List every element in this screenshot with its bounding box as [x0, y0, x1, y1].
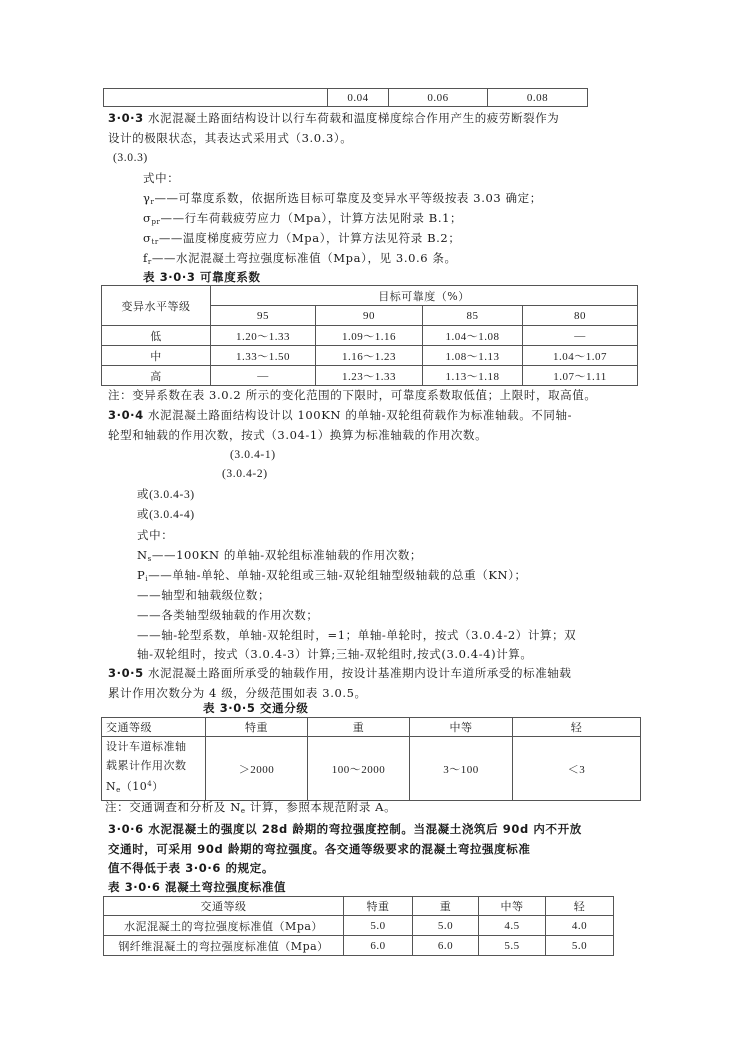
level-cell: 中 — [102, 346, 211, 366]
value-cell: 3～100 — [410, 737, 513, 801]
table-303-reliability — [101, 285, 638, 386]
symbol-subscript: s — [147, 555, 152, 563]
value-cell: 5.0 — [344, 916, 413, 936]
formula-label: (3.0.4-1) — [230, 449, 276, 461]
section-305-line2: 累计作用次数分为 4 级，分级范围如表 3.0.5。 — [108, 686, 367, 700]
level-cell: 高 — [102, 366, 211, 386]
symbol-subscript: r — [150, 198, 155, 206]
definition-axle-counts: ——各类轴型级轴载的作用次数； — [137, 608, 319, 622]
table-305-note — [105, 799, 396, 819]
value-cell: 1.04～1.07 — [523, 346, 638, 366]
row-label-line — [106, 775, 205, 800]
paragraph-text: 水泥混凝土路面所承受的轴载作用，按设计基准期内设计车道所承受的标准轴载 — [143, 666, 572, 680]
definition-text: ——可靠度系数，依据所选目标可靠度及变异水平等级按表 3.03 确定； — [154, 191, 542, 205]
top-table-cell: 0.06 — [389, 89, 488, 107]
symbol: P — [137, 568, 146, 582]
definition-axle-wheel-coef-cont: 轴-双轮组时，按式（3.0.4-3）计算;三轴-双轮组时,按式(3.0.4-4)计算。 — [137, 647, 533, 661]
symbol-subscript: i — [145, 575, 149, 583]
value-cell: 4.0 — [546, 916, 614, 936]
section-303-line1 — [108, 110, 559, 126]
definition-gamma-r — [143, 190, 542, 210]
value-cell: 1.09～1.16 — [316, 326, 423, 346]
table-row — [102, 366, 638, 386]
definition-sigma-pr — [143, 210, 462, 230]
definition-text: ——行车荷载疲劳应力（Mpa），计算方法见附录 B.1； — [160, 211, 463, 225]
table-305-caption: 表 3·0·5 交通分级 — [203, 701, 309, 715]
symbol-subscript: tr — [151, 238, 159, 246]
value-cell: 1.07～1.11 — [523, 366, 638, 386]
definition-ns — [137, 547, 422, 567]
value-cell: 1.08～1.13 — [423, 346, 523, 366]
column-header: 重 — [413, 897, 479, 916]
value-cell: 1.33～1.50 — [211, 346, 316, 366]
note-text: 注：交通调查和分析及 N — [105, 800, 241, 814]
row-label: 钢纤维混凝土的弯拉强度标准值（Mpa） — [104, 936, 344, 956]
value-cell: ＞2000 — [206, 737, 308, 801]
column-header: 轻 — [546, 897, 614, 916]
formula-label: (3.0.3) — [113, 152, 148, 164]
formula-label: (3.0.4-2) — [222, 468, 268, 480]
section-number: 3·0·4 — [108, 408, 144, 422]
table-row — [102, 346, 638, 366]
definition-text: ——水泥混凝土弯拉强度标准值（Mpa），见 3.0.6 条。 — [151, 251, 457, 265]
value-cell: 6.0 — [344, 936, 413, 956]
unit: （10 — [120, 780, 148, 793]
column-header: 中等 — [410, 718, 513, 737]
symbol: f — [143, 251, 148, 265]
symbol-subscript: r — [147, 258, 152, 266]
section-306-line2: 交通时，可采用 90d 龄期的弯拉强度。各交通等级要求的混凝土弯拉强度标准 — [108, 842, 531, 856]
column-header: 特重 — [206, 718, 308, 737]
column-header: 中等 — [479, 897, 546, 916]
column-header: 重 — [308, 718, 410, 737]
table-row — [102, 737, 641, 801]
value-cell: 1.13～1.18 — [423, 366, 523, 386]
value-cell: 5.0 — [546, 936, 614, 956]
column-header: 特重 — [344, 897, 413, 916]
value-cell: 4.5 — [479, 916, 546, 936]
symbol: σ — [143, 211, 152, 225]
table-row — [102, 326, 638, 346]
row-label-line: 载累计作用次数 — [106, 759, 187, 772]
value-cell: 100～2000 — [308, 737, 410, 801]
value-cell: 1.23～1.33 — [316, 366, 423, 386]
table-306-flexural-strength — [103, 896, 614, 956]
definition-sigma-tr — [143, 230, 460, 250]
symbol-subscript: e — [116, 786, 121, 794]
row-header: 变异水平等级 — [102, 286, 211, 326]
section-306-line3: 值不得低于表 3·0·6 的规定。 — [108, 861, 274, 875]
column-header: 轻 — [513, 718, 641, 737]
definition-pi — [137, 567, 527, 587]
symbol: σ — [143, 231, 152, 245]
table-303-caption: 表 3·0·3 可靠度系数 — [143, 270, 261, 284]
column-header: 85 — [423, 306, 523, 326]
where-label: 式中： — [137, 528, 174, 542]
level-cell: 低 — [102, 326, 211, 346]
column-header: 交通等级 — [102, 718, 206, 737]
value-cell: 5.5 — [479, 936, 546, 956]
paragraph-text: 水泥混凝土路面结构设计以行车荷载和温度梯度综合作用产生的疲劳断裂作为 — [143, 111, 560, 125]
definition-axle-levels: ——轴型和轴载级位数； — [137, 588, 271, 602]
table-row — [104, 916, 614, 936]
value-cell: 5.0 — [413, 916, 479, 936]
row-label — [102, 737, 206, 801]
top-table-fragment — [103, 88, 588, 107]
table-303-note: 注：变异系数在表 3.0.2 所示的变化范围的下限时，可靠度系数取低值；上限时，取高值。 — [108, 388, 597, 402]
where-label: 式中： — [143, 171, 180, 185]
value-cell: 1.20～1.33 — [211, 326, 316, 346]
section-number: 3·0·5 — [108, 666, 144, 680]
definition-text: ——100KN 的单轴-双轮组标准轴载的作用次数； — [151, 548, 423, 562]
note-text: 计算，参照本规范附录 A。 — [245, 800, 397, 814]
section-306-line1: 3·0·6 水泥混凝土的强度以 28d 龄期的弯拉强度控制。当混凝土浇筑后 90d 内不开放 — [108, 822, 582, 836]
formula-label: 或(3.0.4-4) — [137, 509, 195, 521]
column-header: 交通等级 — [104, 897, 344, 916]
symbol: γ — [143, 191, 151, 205]
unit-exponent: 4 — [147, 780, 153, 788]
paragraph-text: 水泥混凝土路面结构设计以 100KN 的单轴-双轮组荷载作为标准轴载。不同轴- — [143, 408, 573, 422]
value-cell: — — [211, 366, 316, 386]
formula-label: 或(3.0.4-3) — [137, 489, 195, 501]
section-305-line1 — [108, 665, 572, 681]
unit: ） — [152, 780, 164, 793]
definition-text: ——单轴-单轮、单轴-双轮组或三轴-双轮组轴型级轴载的总重（KN）； — [148, 568, 527, 582]
section-number: 3·0·3 — [108, 111, 144, 125]
table-306-caption: 表 3·0·6 混凝土弯拉强度标准值 — [108, 880, 287, 894]
value-cell: 6.0 — [413, 936, 479, 956]
row-label: 水泥混凝土的弯拉强度标准值（Mpa） — [104, 916, 344, 936]
section-304-line1 — [108, 407, 572, 423]
group-header: 目标可靠度（%） — [211, 286, 638, 306]
value-cell: ＜3 — [513, 737, 641, 801]
table-305-traffic-classification — [101, 717, 641, 801]
section-303-line2: 设计的极限状态，其表达式采用式（3.0.3）。 — [108, 131, 353, 145]
section-304-line2: 轮型和轴载的作用次数，按式（3.04-1）换算为标准轴载的作用次数。 — [108, 428, 488, 442]
value-cell: 1.16～1.23 — [316, 346, 423, 366]
top-table-cell — [104, 89, 328, 107]
definition-text: ——温度梯度疲劳应力（Mpa），计算方法见符录 B.2； — [158, 231, 461, 245]
symbol-subscript: e — [240, 807, 246, 815]
top-table-cell: 0.04 — [328, 89, 389, 107]
column-header: 90 — [316, 306, 423, 326]
definition-axle-wheel-coef: ——轴-轮型系数，单轴-双轮组时，=1；单轴-单轮时，按式（3.0.4-2）计算；双 — [137, 628, 577, 642]
top-table-cell: 0.08 — [488, 89, 588, 107]
symbol: N — [106, 780, 117, 793]
value-cell: — — [523, 326, 638, 346]
value-cell: 1.04～1.08 — [423, 326, 523, 346]
table-row — [104, 936, 614, 956]
column-header: 80 — [523, 306, 638, 326]
row-label-line: 设计车道标准轴 — [106, 740, 187, 753]
column-header: 95 — [211, 306, 316, 326]
definition-fr — [143, 250, 457, 270]
symbol: N — [137, 548, 148, 562]
symbol-subscript: pr — [151, 218, 161, 226]
